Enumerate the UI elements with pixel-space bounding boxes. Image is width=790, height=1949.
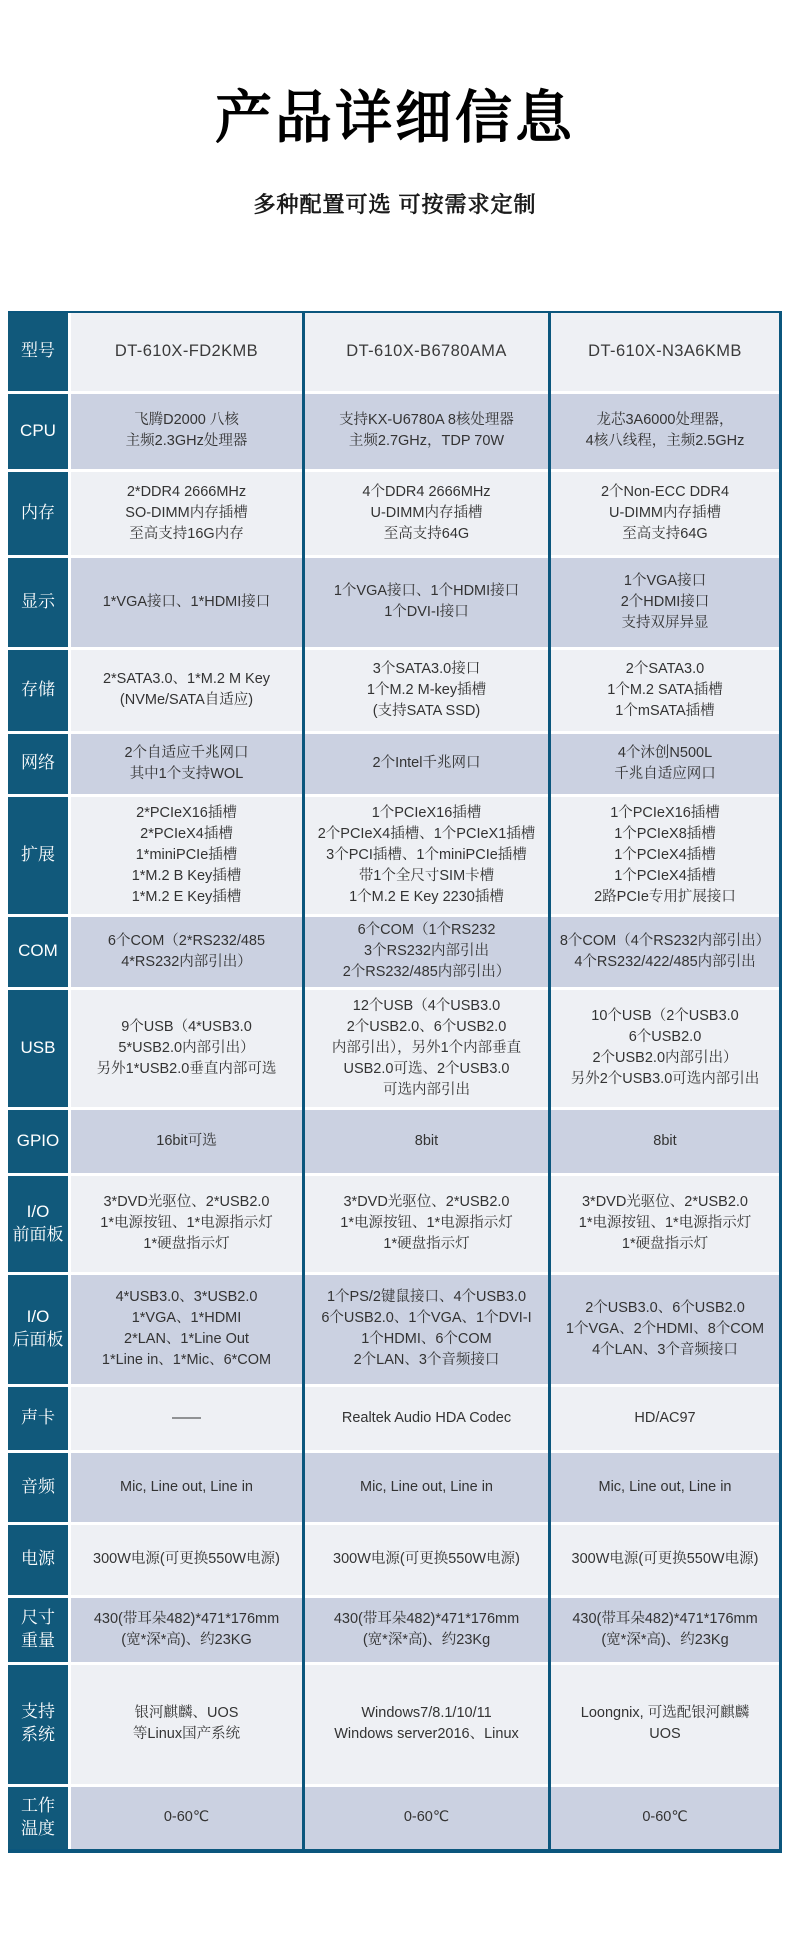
table-row bbox=[8, 1275, 782, 1384]
table-row bbox=[8, 1787, 782, 1849]
page-subtitle: 多种配置可选 可按需求定制 bbox=[253, 191, 537, 217]
table-row bbox=[8, 313, 782, 391]
spec-cell: 0-60℃ bbox=[551, 1787, 779, 1849]
spec-cell: Loongnix, 可选配银河麒麟 UOS bbox=[551, 1665, 779, 1784]
spec-cell: 3*DVD光驱位、2*USB2.0 1*电源按钮、1*电源指示灯 1*硬盘指示灯 bbox=[71, 1176, 302, 1272]
model-name: DT-610X-B6780AMA bbox=[305, 313, 548, 391]
spec-cell: 2个Non-ECC DDR4 U-DIMM内存插槽 至高支持64G bbox=[551, 472, 779, 555]
spec-cell: 1个VGA接口、1个HDMI接口 1个DVI-I接口 bbox=[305, 558, 548, 647]
spec-cell: 300W电源(可更换550W电源) bbox=[305, 1525, 548, 1595]
spec-cell: 1个VGA接口 2个HDMI接口 支持双屏异显 bbox=[551, 558, 779, 647]
page-header bbox=[0, 0, 790, 219]
table-right-border bbox=[779, 311, 782, 1853]
spec-cell: 龙芯3A6000处理器， 4核八线程，主频2.5GHz bbox=[551, 394, 779, 469]
spec-cell: 0-60℃ bbox=[305, 1787, 548, 1849]
row-label: 网络 bbox=[8, 734, 68, 794]
row-label: 尺寸 重量 bbox=[8, 1598, 68, 1662]
row-label: 电源 bbox=[8, 1525, 68, 1595]
spec-cell: 3个SATA3.0接口 1个M.2 M-key插槽 (支持SATA SSD) bbox=[305, 650, 548, 731]
table-row bbox=[8, 734, 782, 794]
spec-cell: 4个沐创N500L 千兆自适应网口 bbox=[551, 734, 779, 794]
model-name: DT-610X-FD2KMB bbox=[71, 313, 302, 391]
spec-cell: 支持KX-U6780A 8核处理器 主频2.7GHz，TDP 70W bbox=[305, 394, 548, 469]
spec-cell: 8bit bbox=[551, 1110, 779, 1173]
table-row bbox=[8, 650, 782, 731]
table-row bbox=[8, 1110, 782, 1173]
row-label: 内存 bbox=[8, 472, 68, 555]
spec-cell: 6个COM（2*RS232/485 4*RS232内部引出） bbox=[71, 917, 302, 987]
table-row bbox=[8, 797, 782, 914]
page-title: 产品详细信息 bbox=[215, 86, 575, 150]
spec-cell: Mic, Line out, Line in bbox=[305, 1453, 548, 1522]
table-row bbox=[8, 1665, 782, 1784]
spec-cell: 2个SATA3.0 1个M.2 SATA插槽 1个mSATA插槽 bbox=[551, 650, 779, 731]
spec-cell: 1*VGA接口、1*HDMI接口 bbox=[71, 558, 302, 647]
row-label: 工作 温度 bbox=[8, 1787, 68, 1849]
spec-table bbox=[8, 311, 782, 1853]
spec-cell: 12个USB（4个USB3.0 2个USB2.0、6个USB2.0 内部引出），另外1个内部垂直 USB2.0可选、2个USB3.0 可选内部引出 bbox=[305, 990, 548, 1107]
row-label: 支持 系统 bbox=[8, 1665, 68, 1784]
row-label: GPIO bbox=[8, 1110, 68, 1173]
table-row bbox=[8, 1176, 782, 1272]
table-row bbox=[8, 394, 782, 469]
row-label: USB bbox=[8, 990, 68, 1107]
spec-cell: 2个Intel千兆网口 bbox=[305, 734, 548, 794]
row-label: 音频 bbox=[8, 1453, 68, 1522]
table-row bbox=[8, 558, 782, 647]
spec-cell: Mic, Line out, Line in bbox=[71, 1453, 302, 1522]
row-label: I/O 后面板 bbox=[8, 1275, 68, 1384]
spec-cell: 2*DDR4 2666MHz SO-DIMM内存插槽 至高支持16G内存 bbox=[71, 472, 302, 555]
row-label: CPU bbox=[8, 394, 68, 469]
column-divider-2 bbox=[548, 311, 551, 1853]
row-label: 型号 bbox=[8, 313, 68, 391]
row-label: 扩展 bbox=[8, 797, 68, 914]
spec-cell: 8个COM（4个RS232内部引出） 4个RS232/422/485内部引出 bbox=[551, 917, 779, 987]
row-label: 显示 bbox=[8, 558, 68, 647]
spec-cell: 430(带耳朵482)*471*176mm (宽*深*高)、约23Kg bbox=[305, 1598, 548, 1662]
spec-cell: 1个PS/2键鼠接口、4个USB3.0 6个USB2.0、1个VGA、1个DVI-I 1个HDMI、6个COM 2个LAN、3个音频接口 bbox=[305, 1275, 548, 1384]
row-label: I/O 前面板 bbox=[8, 1176, 68, 1272]
spec-cell: HD/AC97 bbox=[551, 1387, 779, 1450]
spec-cell: 2个USB3.0、6个USB2.0 1个VGA、2个HDMI、8个COM 4个LAN、3个音频接口 bbox=[551, 1275, 779, 1384]
spec-cell: 4个DDR4 2666MHz U-DIMM内存插槽 至高支持64G bbox=[305, 472, 548, 555]
spec-cell: 8bit bbox=[305, 1110, 548, 1173]
spec-cell: 430(带耳朵482)*471*176mm (宽*深*高)、约23Kg bbox=[551, 1598, 779, 1662]
spec-cell: Windows7/8.1/10/11 Windows server2016、Linux bbox=[305, 1665, 548, 1784]
table-row bbox=[8, 1453, 782, 1522]
spec-cell: 300W电源(可更换550W电源) bbox=[71, 1525, 302, 1595]
spec-cell: 1个PCIeX16插槽 1个PCIeX8插槽 1个PCIeX4插槽 1个PCIeX4插槽 2路PCIe专用扩展接口 bbox=[551, 797, 779, 914]
spec-cell: 10个USB（2个USB3.0 6个USB2.0 2个USB2.0内部引出） 另外2个USB3.0可选内部引出 bbox=[551, 990, 779, 1107]
table-row bbox=[8, 990, 782, 1107]
spec-cell: 3*DVD光驱位、2*USB2.0 1*电源按钮、1*电源指示灯 1*硬盘指示灯 bbox=[551, 1176, 779, 1272]
spec-cell: 9个USB（4*USB3.0 5*USB2.0内部引出） 另外1*USB2.0垂直内部可选 bbox=[71, 990, 302, 1107]
spec-cell: 2*SATA3.0、1*M.2 M Key (NVMe/SATA自适应) bbox=[71, 650, 302, 731]
spec-cell: 2*PCIeX16插槽 2*PCIeX4插槽 1*miniPCIe插槽 1*M.2 B Key插槽 1*M.2 E Key插槽 bbox=[71, 797, 302, 914]
spec-cell: Mic, Line out, Line in bbox=[551, 1453, 779, 1522]
column-divider-1 bbox=[302, 311, 305, 1853]
table-top-border bbox=[8, 311, 782, 313]
spec-cell: 3*DVD光驱位、2*USB2.0 1*电源按钮、1*电源指示灯 1*硬盘指示灯 bbox=[305, 1176, 548, 1272]
spec-cell: 16bit可选 bbox=[71, 1110, 302, 1173]
model-name: DT-610X-N3A6KMB bbox=[551, 313, 779, 391]
spec-cell: 300W电源(可更换550W电源) bbox=[551, 1525, 779, 1595]
table-bottom-border bbox=[8, 1849, 782, 1853]
spec-cell: 6个COM（1个RS232 3个RS232内部引出 2个RS232/485内部引出） bbox=[305, 917, 548, 987]
table-row bbox=[8, 1387, 782, 1450]
spec-cell: 4*USB3.0、3*USB2.0 1*VGA、1*HDMI 2*LAN、1*Line Out 1*Line in、1*Mic、6*COM bbox=[71, 1275, 302, 1384]
table-row bbox=[8, 472, 782, 555]
spec-cell: 2个自适应千兆网口 其中1个支持WOL bbox=[71, 734, 302, 794]
spec-cell: —— bbox=[71, 1387, 302, 1450]
table-row bbox=[8, 1598, 782, 1662]
spec-cell: 430(带耳朵482)*471*176mm (宽*深*高)、约23KG bbox=[71, 1598, 302, 1662]
row-label: 存储 bbox=[8, 650, 68, 731]
spec-cell: 飞腾D2000 八核 主频2.3GHz处理器 bbox=[71, 394, 302, 469]
spec-cell: 银河麒麟、UOS 等Linux国产系统 bbox=[71, 1665, 302, 1784]
row-label: COM bbox=[8, 917, 68, 987]
table-row bbox=[8, 1525, 782, 1595]
spec-cell: 1个PCIeX16插槽 2个PCIeX4插槽、1个PCIeX1插槽 3个PCI插槽、1个miniPCIe插槽 带1个全尺寸SIM卡槽 1个M.2 E Key 2230插槽 bbox=[305, 797, 548, 914]
spec-cell: 0-60℃ bbox=[71, 1787, 302, 1849]
row-label: 声卡 bbox=[8, 1387, 68, 1450]
table-row bbox=[8, 917, 782, 987]
spec-cell: Realtek Audio HDA Codec bbox=[305, 1387, 548, 1450]
